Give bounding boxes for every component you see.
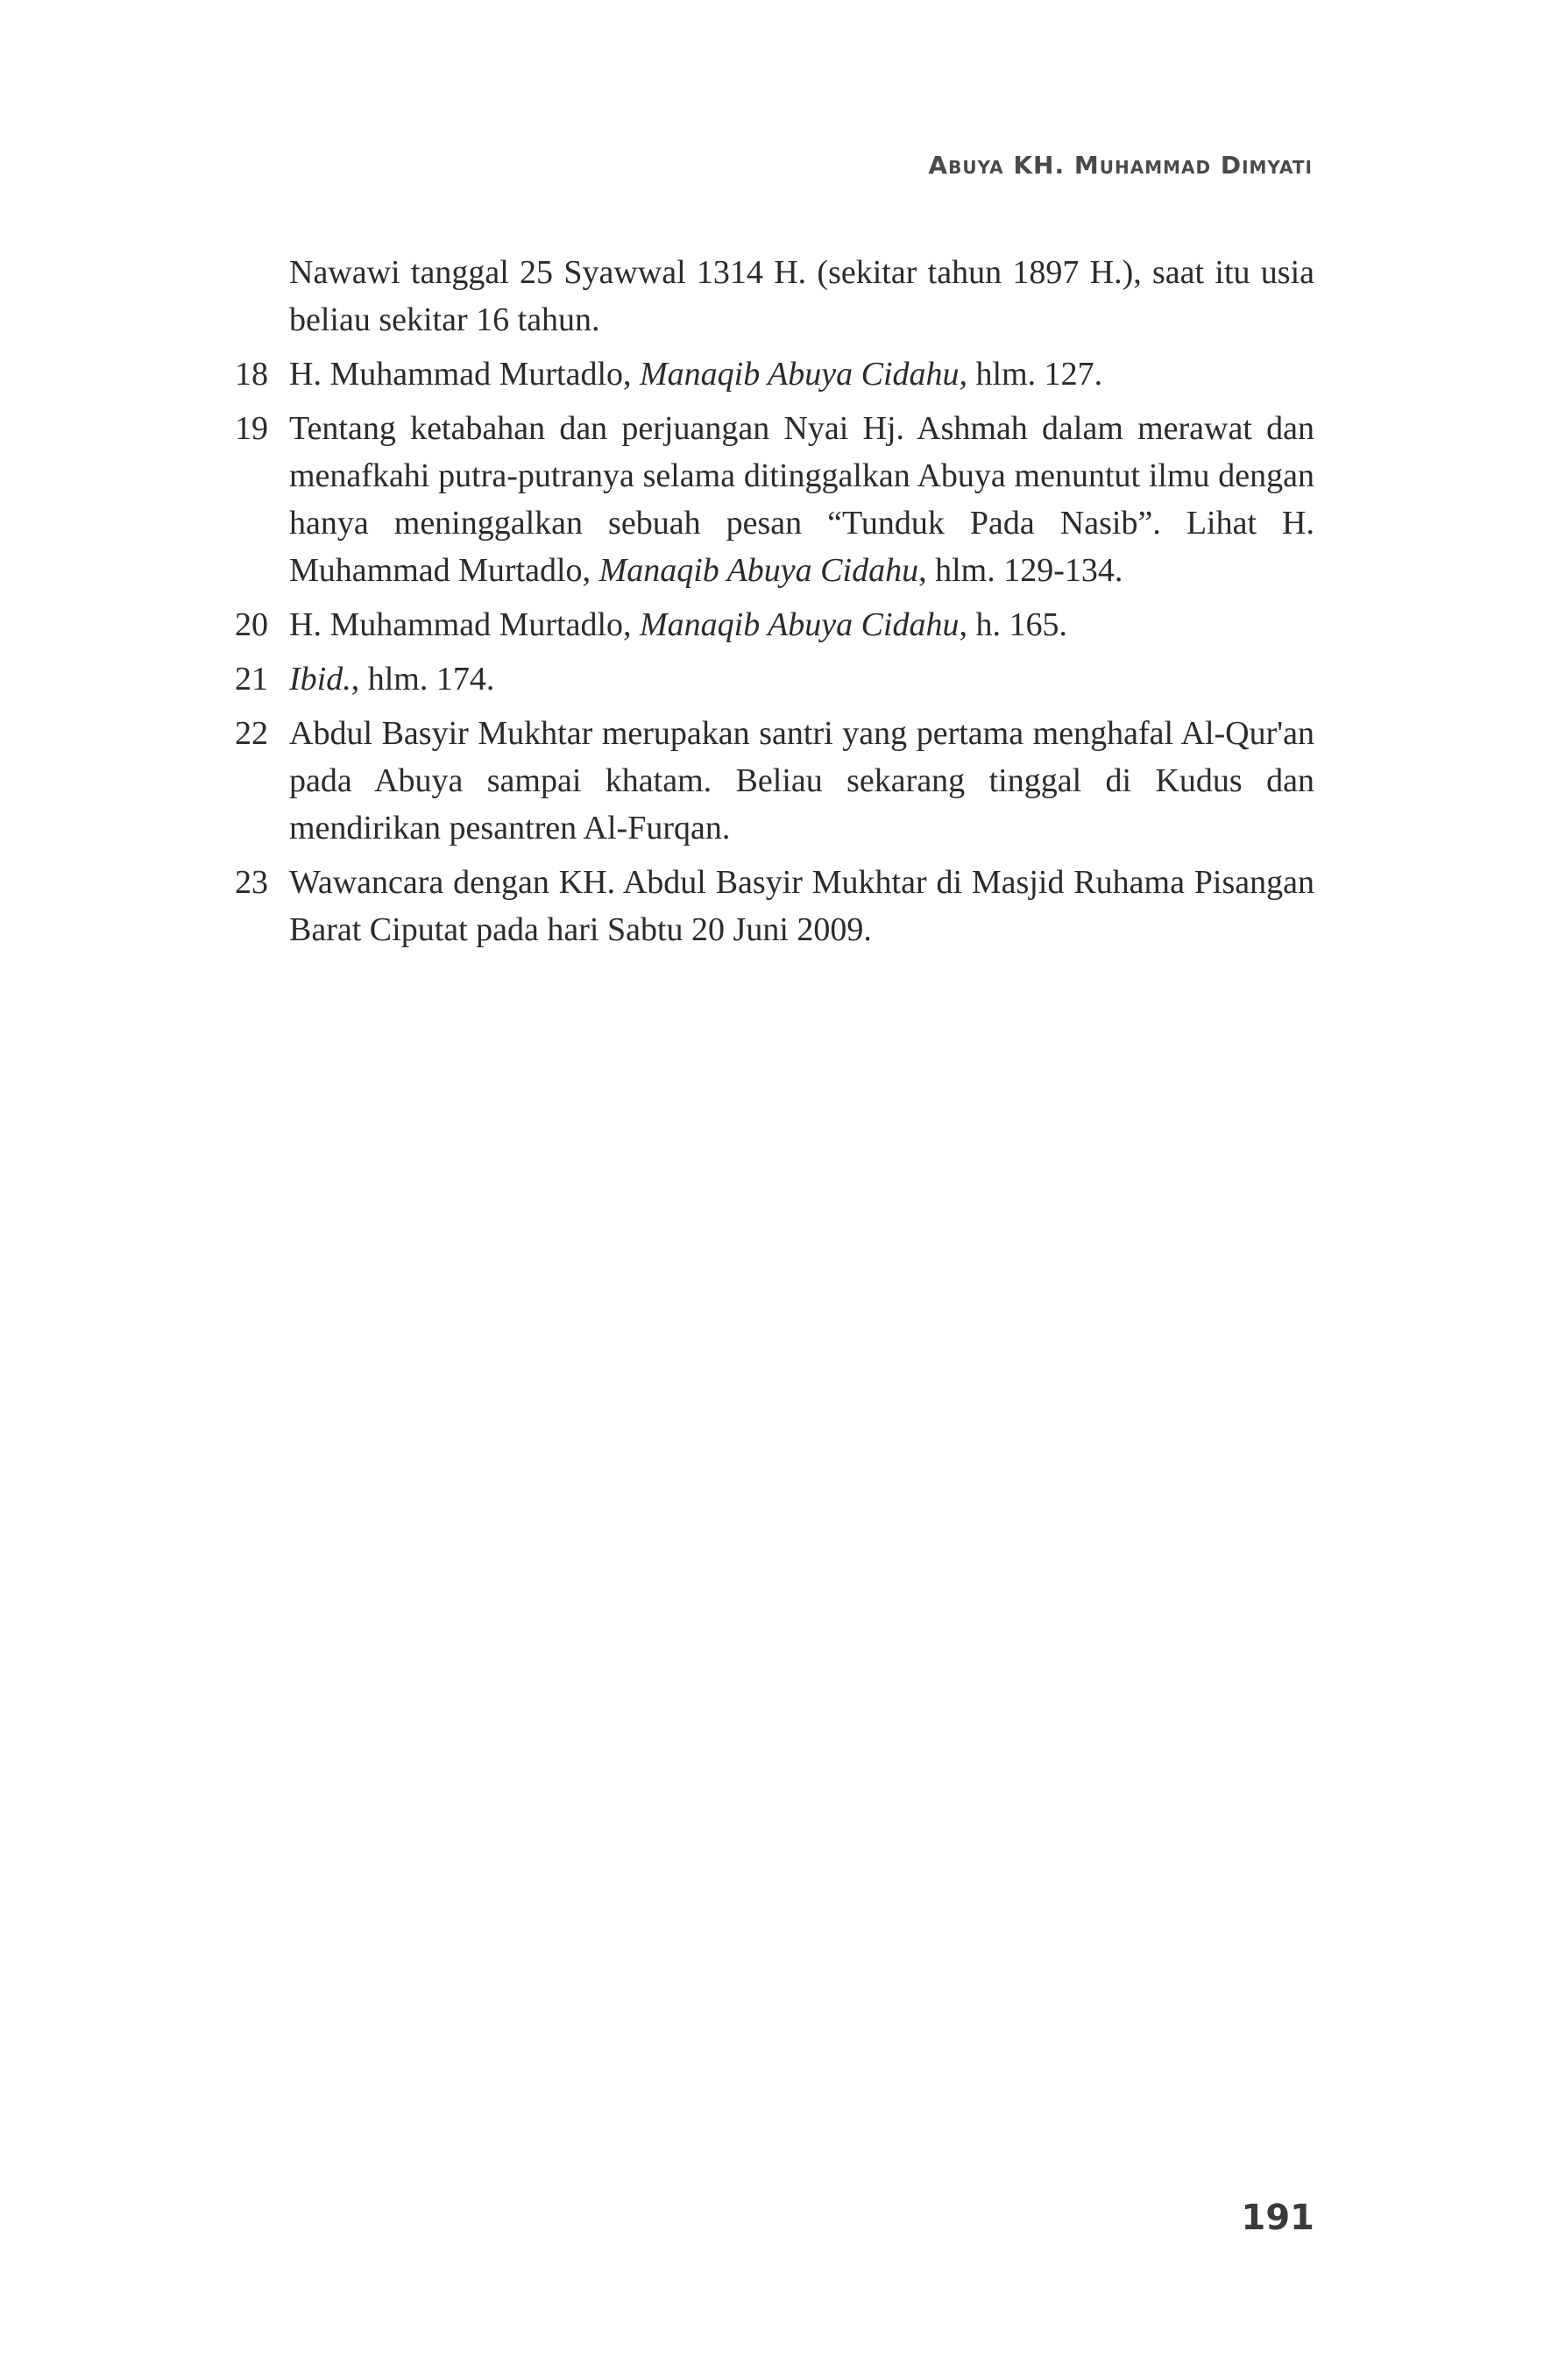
footnote-text: Wawancara dengan KH. Abdul Basyir Mukhtar di Masjid Ruhama Pisangan Barat Ciputat pada hari Sabtu 20 Juni 2009. xyxy=(289,864,1314,948)
footnote-20 xyxy=(235,601,1314,648)
footnote-number: 18 xyxy=(235,356,268,393)
book-title: Ibid. xyxy=(289,661,351,698)
footnote-text: Nawawi tanggal 25 Syawwal 1314 H. (sekitar tahun 1897 H.), saat itu usia beliau sekitar 16 tahun. xyxy=(289,254,1314,338)
footnote-number: 21 xyxy=(235,661,268,698)
footnote-21 xyxy=(235,655,1314,703)
footnote-text: hlm. 127. xyxy=(967,356,1103,393)
page-number: 191 xyxy=(1241,2198,1314,2238)
footnote-continuation xyxy=(235,249,1314,344)
footnote-text: , hlm. 129-134. xyxy=(918,552,1123,589)
footnote-number: 22 xyxy=(235,715,268,752)
footnote-text: H. Muhammad Murtadlo, xyxy=(289,356,641,393)
footnote-19 xyxy=(235,405,1314,594)
footnote-22 xyxy=(235,710,1314,852)
footnote-18 xyxy=(235,351,1314,398)
footnote-text: H. Muhammad Murtadlo, xyxy=(289,606,641,643)
footnote-number: 20 xyxy=(235,606,268,643)
footnote-number: 23 xyxy=(235,864,268,901)
book-title: Manaqib Abuya Cidahu xyxy=(598,552,919,589)
book-title: Manaqib Abuya Cidahu xyxy=(640,606,960,643)
footnote-text: Tentang ketabahan dan perjuangan Nyai Hj. Ashmah dalam merawat dan menafkahi putra-putranya selama ditinggalkan Abuya menuntut ilmu dengan hanya meninggalkan sebuah pesan “Tunduk Pada Nasib”. Lihat H. Muhammad Murtadlo, xyxy=(289,410,1314,589)
running-header: Abuya KH. Muhammad Dimyati xyxy=(928,151,1313,180)
footnote-23 xyxy=(235,859,1314,953)
footnote-text: Abdul Basyir Mukhtar merupakan santri yang pertama menghafal Al-Qur'an pada Abuya sampai khatam. Beliau sekarang tinggal di Kudus dan mendirikan pesantren Al-Furqan. xyxy=(289,715,1314,846)
footnote-text: , hlm. 174. xyxy=(351,661,495,698)
footnote-text: , h. 165. xyxy=(959,606,1068,643)
book-title: Manaqib Abuya Cidahu, xyxy=(640,356,968,393)
footnote-number: 19 xyxy=(235,410,268,447)
footnotes xyxy=(235,249,1314,960)
